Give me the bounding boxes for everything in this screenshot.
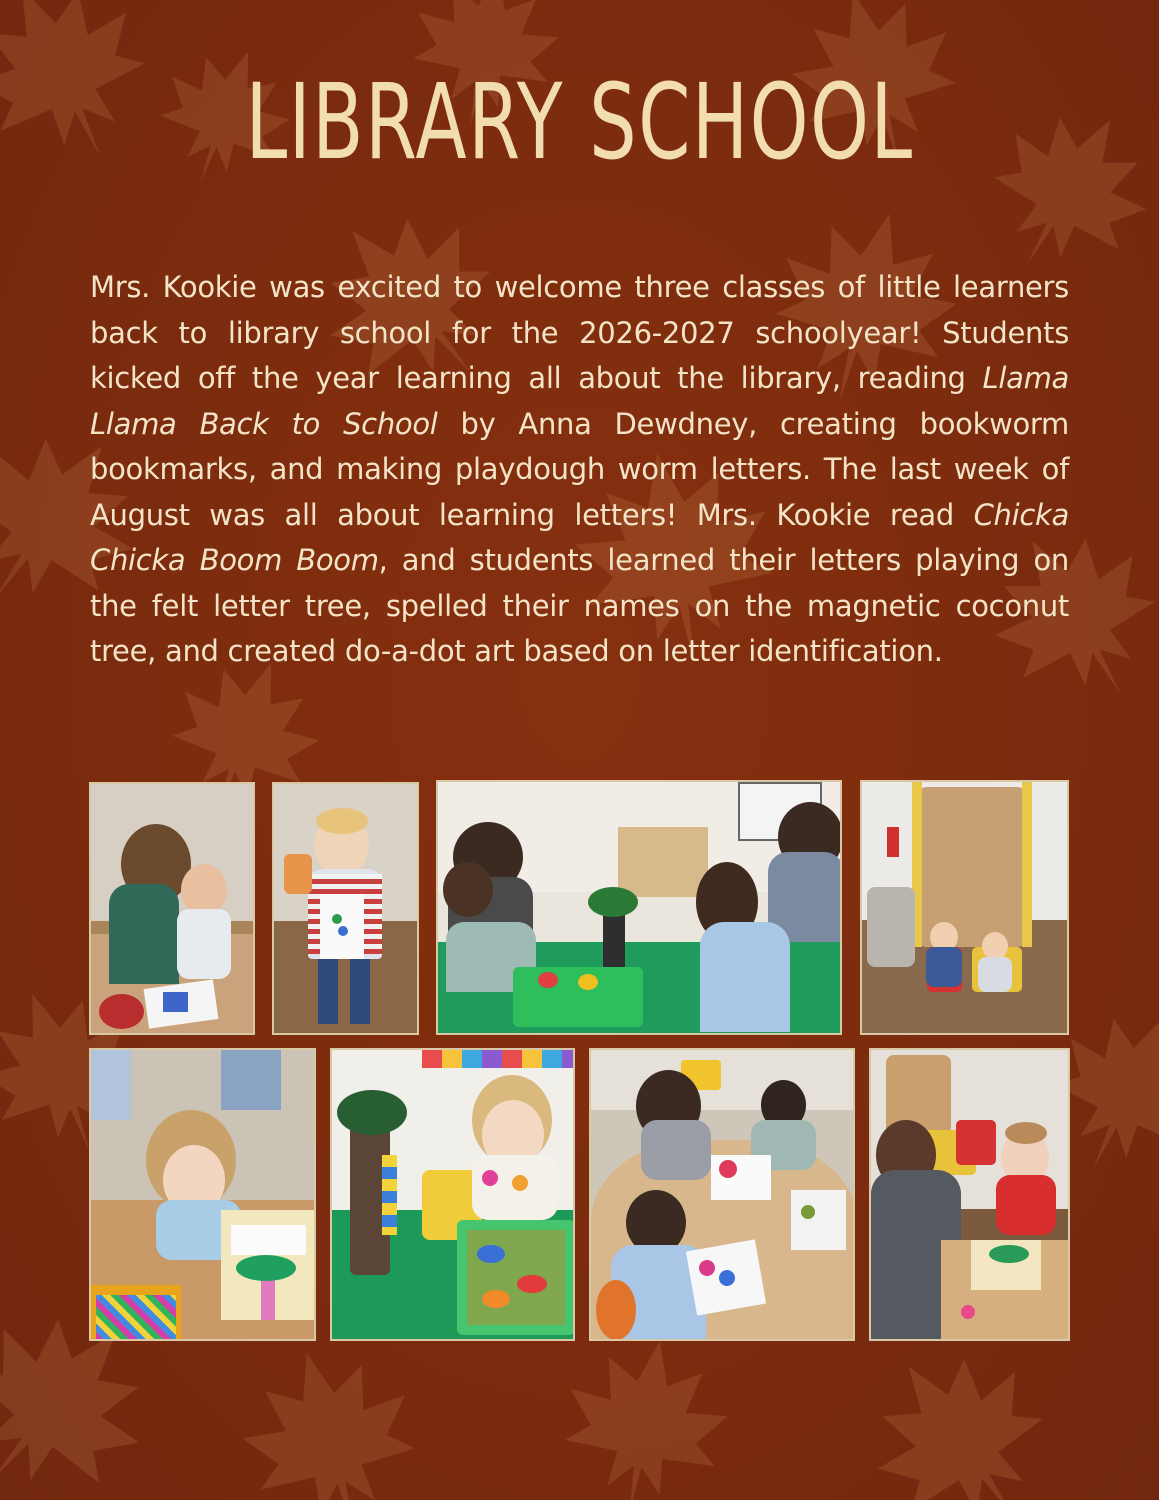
photo-coconut-tree-play — [436, 780, 842, 1035]
book-title-chicka: Chicka Chicka Boom Boom — [90, 497, 1069, 577]
photo-welcome-library-school-sign — [860, 780, 1069, 1035]
paragraph-text-3: , and students learned their letters playing on the felt letter tree, spelled their names on the magnetic coconut tree, and created do-a-dot art based on letter identification. — [90, 543, 1070, 668]
paragraph-text-1: Mrs. Kookie was excited to welcome three classes of little learners back to library school for the 2026-2027 schoolyear! Students kicked off the year learning all about the library, reading — [90, 270, 1069, 395]
article-paragraph — [90, 265, 1069, 675]
photo-mother-daughter-coloring — [89, 782, 255, 1035]
photo-playdough-worm-letters — [330, 1048, 575, 1341]
photo-boy-bookmark — [272, 782, 419, 1035]
maple-leaf-icon — [208, 1318, 453, 1500]
page-title: LIBRARY SCHOOL — [245, 61, 914, 183]
maple-leaf-icon — [535, 1315, 755, 1500]
photo-felt-letter-tree — [89, 1048, 316, 1341]
photo-do-a-dot-art — [589, 1048, 855, 1341]
paragraph-text-2: by Anna Dewdney, creating bookworm bookmarks, and making playdough worm letters. The last week of August was all about learning letters! Mrs. Kookie read — [90, 406, 1069, 532]
book-title-llama: Llama Llama Back to School — [90, 361, 1069, 441]
photo-mother-daughter-craft — [869, 1048, 1070, 1341]
